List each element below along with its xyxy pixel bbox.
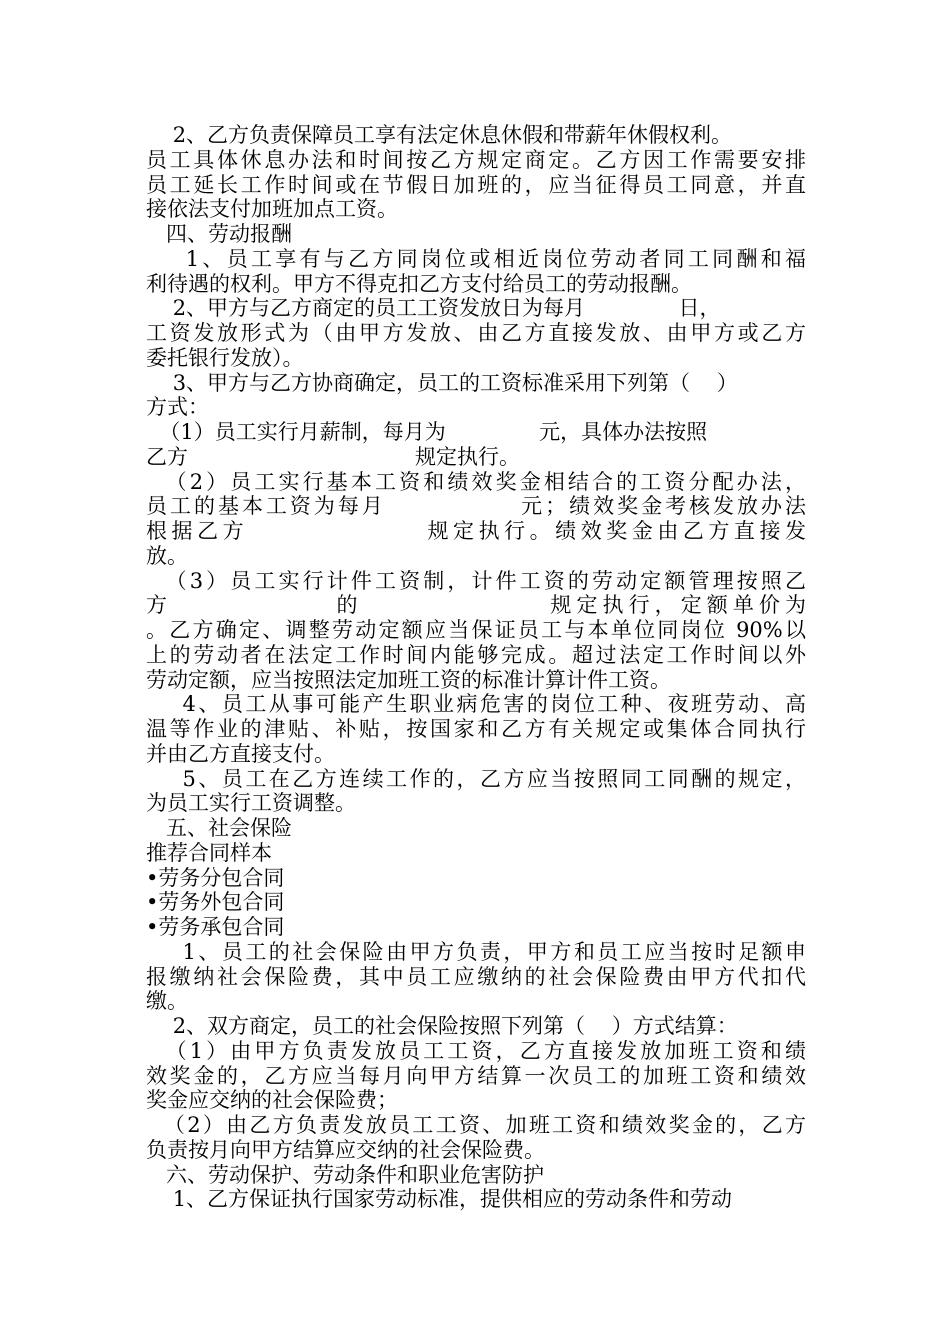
document-line: 方 的 规定执行，定额单价为 [146,593,806,618]
document-line: 利待遇的权利。甲方不得克扣乙方支付给员工的劳动报酬。 [146,271,692,296]
document-line: 为员工实行工资调整。 [146,791,356,816]
document-line: 2、乙方负责保障员工享有法定休息休假和带薪年休假权利。 [146,123,733,147]
document-line: 1、员工的社会保险由甲方负责，甲方和员工应当按时足额申 [146,939,806,964]
document-line: 3、甲方与乙方协商确定，员工的工资标准采用下列第（ ） [146,370,738,395]
document-line: 劳动定额，应当按照法定加班工资的标准计算计件工资。 [146,667,671,692]
document-line: 五、社会保险 [146,816,293,840]
document-line: 六、劳动保护、劳动条件和职业危害防护 [146,1162,545,1187]
document-line: 2、双方商定，员工的社会保险按照下列第（ ）方式结算： [146,1014,738,1038]
document-line: 2、甲方与乙方商定的员工工资发放日为每月 日， [146,296,721,321]
document-line: 乙方 规定执行。 [146,444,520,469]
document-line: 员工的基本工资为每月 元；绩效奖金考核发放办法 [146,494,806,519]
document-line: 工资发放形式为（由甲方发放、由乙方直接发放、由甲方或乙方 [146,321,806,345]
document-line: 委托银行发放）。 [146,345,304,370]
document-line: 4、员工从事可能产生职业病危害的岗位工种、夜班劳动、高 [146,692,806,717]
document-line: （1）员工实行月薪制，每月为 元，具体办法按照 [146,420,708,444]
document-line: 四、劳动报酬 [146,222,293,246]
document-line: （2）由乙方负责发放员工工资、加班工资和绩效奖金的，乙方 [146,1113,806,1137]
document-line: 根据乙方 规定执行。绩效奖金由乙方直接发 [146,519,806,543]
document-line: 。乙方确定、调整劳动定额应当保证员工与本单位同岗位 90%以 [146,618,806,642]
document-line: （3）员工实行计件工资制，计件工资的劳动定额管理按照乙 [146,568,806,593]
document-line: （2）员工实行基本工资和绩效奖金相结合的工资分配办法， [146,469,806,494]
document-line: 报缴纳社会保险费，其中员工应缴纳的社会保险费由甲方代扣代 [146,964,806,989]
document-line: 奖金应交纳的社会保险费； [146,1088,398,1113]
document-line: 员工延长工作时间或在节假日加班的，应当征得员工同意，并直 [146,172,806,197]
document-line: 缴。 [146,989,188,1014]
document-line: （1）由甲方负责发放员工工资，乙方直接发放加班工资和绩 [146,1038,806,1063]
document-line: 1、乙方保证执行国家劳动标准，提供相应的劳动条件和劳动 [146,1187,733,1212]
document-line: 放。 [146,543,188,568]
document-line: 效奖金的，乙方应当每月向甲方结算一次员工的加班工资和绩效 [146,1063,806,1088]
document-line: 5、员工在乙方连续工作的，乙方应当按照同工同酬的规定， [146,766,806,791]
document-line: 负责按月向甲方结算应交纳的社会保险费。 [146,1137,545,1162]
document-line: 方式： [146,395,209,420]
document-line: 温等作业的津贴、补贴，按国家和乙方有关规定或集体合同执行 [146,717,806,741]
document-line: 上的劳动者在法定工作时间内能够完成。超过法定工作时间以外 [146,642,806,667]
document-line: •劳务外包合同 [146,890,285,915]
document-line: 推荐合同样本 [146,840,272,865]
document-line: •劳务分包合同 [146,865,285,890]
document-line: •劳务承包合同 [146,915,285,939]
document-line: 接依法支付加班加点工资。 [146,197,398,222]
document-line: 员工具体休息办法和时间按乙方规定商定。乙方因工作需要安排 [146,147,806,172]
document-line: 并由乙方直接支付。 [146,741,335,766]
document-line: 1、员工享有与乙方同岗位或相近岗位劳动者同工同酬和福 [146,246,806,271]
